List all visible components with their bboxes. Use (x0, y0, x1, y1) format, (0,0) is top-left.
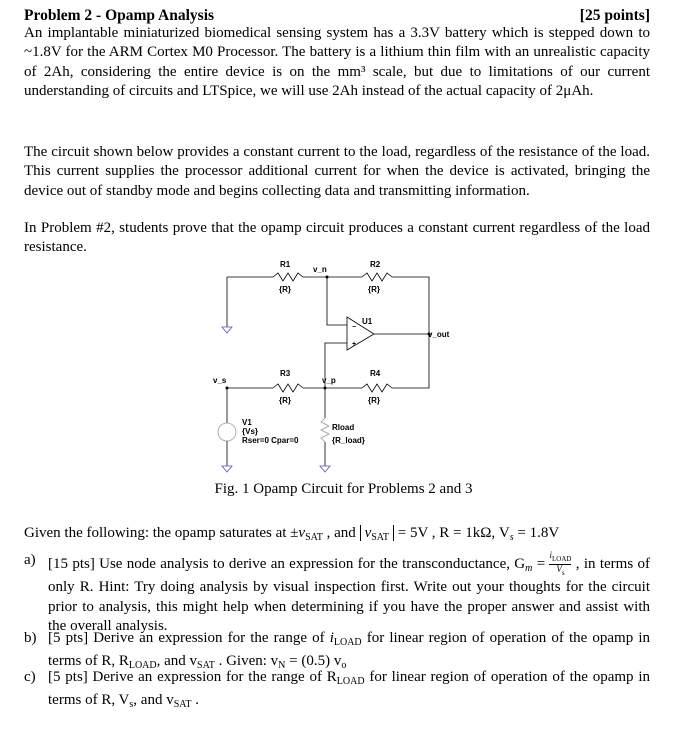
rload-label: Rload (332, 423, 355, 432)
rload-resistor (321, 418, 329, 442)
question-c: c) [5 pts] Derive an expression for the range of $R_{LOAD}$ for linear region of operation of the opamp in terms of R, $V_s$, and $v_{SAT}$ . (24, 669, 650, 711)
r4-label: R4 (370, 369, 381, 378)
svg-text:+: + (352, 341, 357, 348)
r3-value: {R} (279, 396, 292, 405)
r3-resistor (273, 384, 303, 392)
node-dot (324, 387, 327, 390)
node-dot (226, 387, 229, 390)
svg-text:−: − (352, 324, 357, 331)
vs-label: v_s (213, 376, 227, 385)
opamp-circuit-diagram (205, 256, 465, 478)
v1-value: {Vs} (242, 427, 259, 436)
r2-label: R2 (370, 260, 381, 269)
r1-label: R1 (280, 260, 291, 269)
given-statement: Given the following: the opamp saturates at $\pm v_{SAT}$ , and $v_{SAT} = 5V$ , R = 1kΩ, $V_s = 1.8V$ (24, 525, 560, 543)
u1-label: U1 (362, 317, 373, 326)
ground-symbol-1 (222, 327, 232, 333)
ground-symbol-2 (222, 466, 232, 472)
vn-label: v_n (313, 265, 327, 274)
problem-header (24, 6, 650, 25)
vp-label: v_p (322, 376, 336, 385)
r2-value: {R} (368, 285, 381, 294)
problem-statement-paragraph: In Problem #2, students prove that the opamp circuit produces a constant current regardless of the load resistance. (24, 220, 650, 256)
question-label: b) (24, 630, 37, 646)
question-b: b) [5 pts] Derive an expression for the range of $i_{LOAD}$ for linear region of operation of the opamp in terms of R, $R_{LOAD}$, and $v_{SAT}$ . Given: $v_N = (0.5)$ $v_o$ (24, 630, 650, 672)
v1-params: Rser=0 Cpar=0 (242, 436, 299, 445)
question-a: a) [15 pts] Use node analysis to derive an expression for the transconductance, $G_m$ = $i_{LOAD}$ $V_s$ , in terms of only R. Hint: Try doing analysis by visual inspection first. Write out your thoughts for the circuit prior to analysis, this might help when determining if you have the proper answer and assist with the overall analysis. (24, 550, 650, 634)
r3-label: R3 (280, 369, 291, 378)
wire (392, 277, 429, 334)
r4-value: {R} (368, 396, 381, 405)
intro-paragraph: An implantable miniaturized biomedical sensing system has a 3.3V battery which is stepped down to ~1.8V for the ARM Cortex M0 Processor. The battery is a lithium thin film with an unrealistic capacity of 2Ah, considering the entire device is on the mm³ scale, but due to limitations of our current understanding of circuits and LTSpice, we will use 2Ah instead of the actual capacity of 2μAh. (24, 25, 650, 99)
ground-symbol-3 (320, 466, 330, 472)
v1-source (218, 423, 236, 441)
circuit-paragraph: The circuit shown below provides a constant current to the load, regardless of the resistance of the load. This current supplies the processor additional current for when the device is activated, bringing the device out of standby mode and begins collecting data and transmitting information. (24, 144, 650, 199)
figure-caption: Fig. 1 Opamp Circuit for Problems 2 and 3 (214, 481, 473, 497)
r2-resistor (362, 273, 392, 281)
problem-title: Problem 2 - Opamp Analysis (24, 7, 215, 24)
wire (327, 277, 347, 325)
question-label: a) (24, 552, 36, 568)
rload-value: {R_load} (332, 436, 365, 445)
problem-points: [25 points] (579, 7, 650, 24)
vout-label: v_out (428, 330, 450, 339)
wire (392, 334, 429, 388)
node-dot (326, 276, 329, 279)
r1-resistor (273, 273, 303, 281)
r4-resistor (362, 384, 392, 392)
v1-label: V1 (242, 418, 252, 427)
r1-value: {R} (279, 285, 292, 294)
question-label: c) (24, 669, 36, 685)
